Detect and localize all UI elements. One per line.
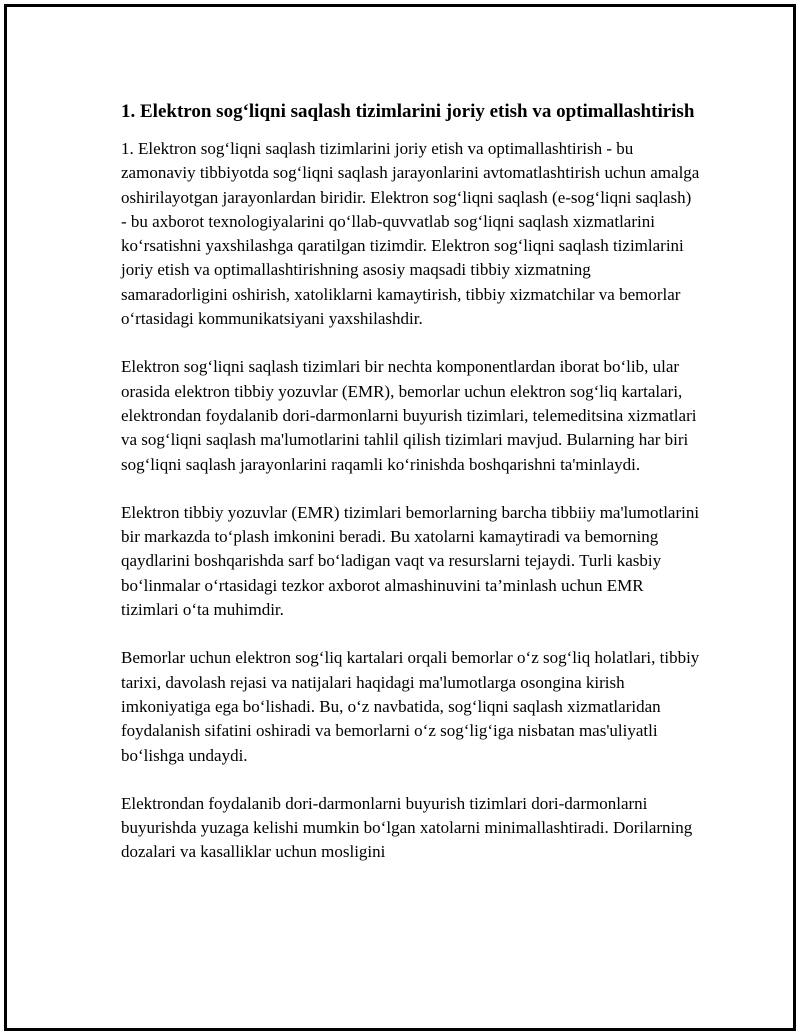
paragraph-e-prescribing: Elektrondan foydalanib dori-darmonlarni buyurish tizimlari dori-darmonlarni buyurishda yuzaga kelishi mumkin bo‘lgan xatolarni minimallashtiradi. Dorilarning dozalari va kasalliklar uchun mosligini — [121, 793, 693, 862]
paragraph-components: Elektron sog‘liqni saqlash tizimlari bir nechta komponentlardan iborat bo‘lib, ular orasida elektron tibbiy yozuvlar (EMR), bemorlar uchun elektron sog‘liq kartalari, elektrondan foydalanib dori-darmonlarni buyurish tizimlari, telemeditsina xizmatlari va sog‘liqni saqlash ma'lumotlarini tahlil qilish tizimlari mavjud. Bularning har biri sog‘liqni saqlash jarayonlarini raqamli ko‘rinishda boshqarishni ta'minlaydi. — [121, 357, 697, 474]
document-body — [121, 99, 701, 889]
paragraph-emr: Elektron tibbiy yozuvlar (EMR) tizimlari bemorlarning barcha tibbiiy ma'lumotlarini bir markazda to‘plash imkonini beradi. Bu xatolarni kamaytiradi va bemorning qaydlarini boshqarishda sarf bo‘ladigan vaqt va resurslarni tejaydi. Turli kasbiy bo‘linmalar o‘rtasidagi tezkor axborot almashinuvini ta’minlash uchun EMR tizimlari o‘ta muhimdir. — [121, 502, 700, 620]
page-frame — [4, 4, 796, 1031]
section-heading: 1. Elektron sog‘liqni saqlash tizimlarini joriy etish va optimallashtirish — [121, 101, 695, 122]
paragraph-intro: 1. Elektron sog‘liqni saqlash tizimlarini joriy etish va optimallashtirish - bu zamonaviy tibbiyotda sog‘liqni saqlash jarayonlarini avtomatlashtirish uchun amalga oshirilayotgan jarayonlardan biridir. Elektron sog‘liqni saqlash (e-sog‘liqni saqlash) - bu axborot texnologiyalarini qo‘llab-quvvatlab sog‘liqni saqlash xizmatlarini ko‘rsatishni yaxshilashga qaratilgan tizimdir. Elektron sog‘liqni saqlash tizimlarini joriy etish va optimallashtirishning asosiy maqsadi tibbiy xizmatning samaradorligini oshirish, xatoliklarni kamaytirish, tibbiy xizmatchilar va bemorlar o‘rtasidagi kommunikatsiyani yaxshilashdir. — [121, 139, 700, 329]
paragraph-health-cards: Bemorlar uchun elektron sog‘liq kartalari orqali bemorlar o‘z sog‘liq holatlari, tibbiy tarixi, davolash rejasi va natijalari haqidagi ma'lumotlarga osongina kirish imkoniyatiga ega bo‘lishadi. Bu, o‘z navbatida, sog‘liqni saqlash xizmatlaridan foydalanish sifatini oshiradi va bemorlarni o‘z sog‘lig‘iga nisbatan mas'uliyatli bo‘lishga undaydi. — [121, 648, 700, 765]
